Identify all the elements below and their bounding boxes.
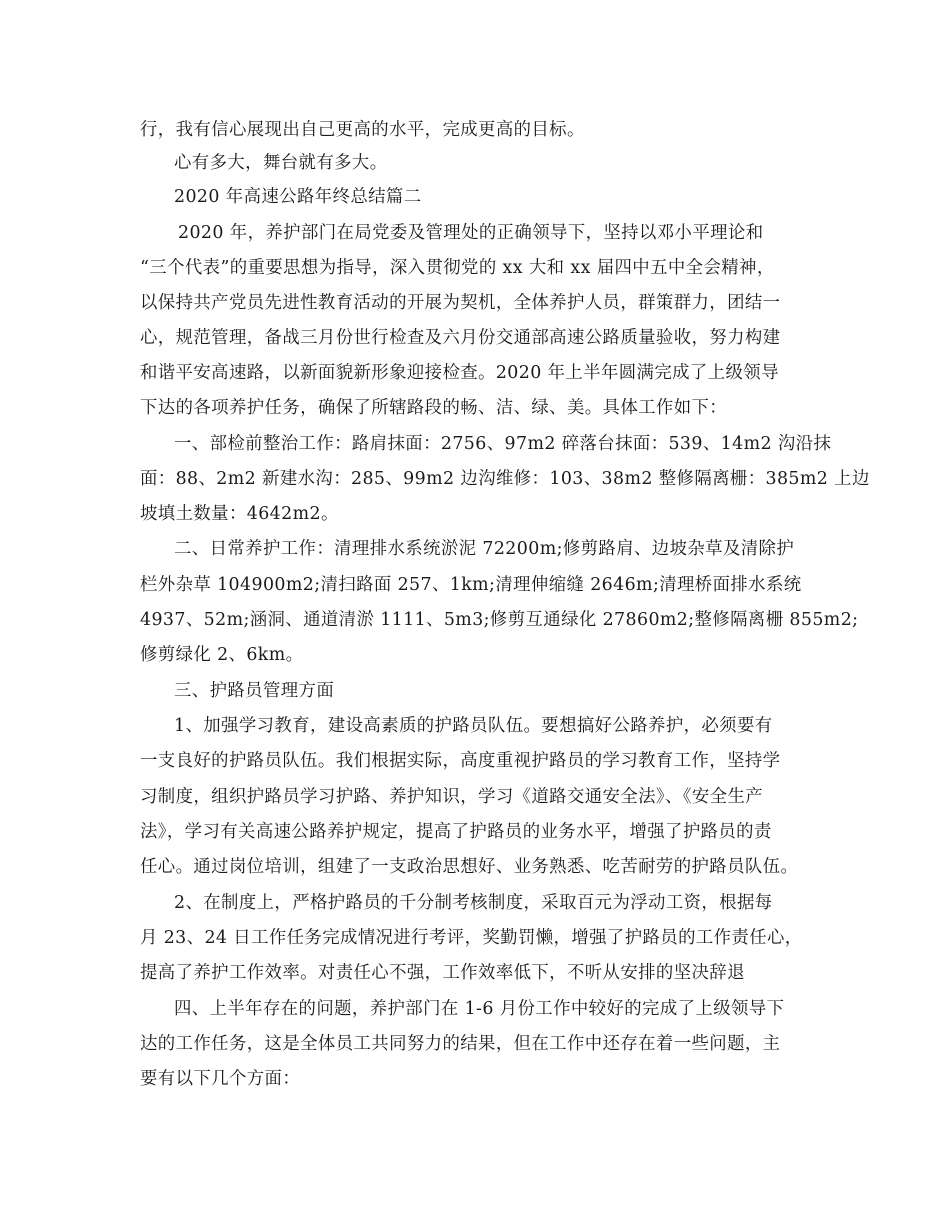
text-line: 月 23、24 日工作任务完成情况进行考评，奖勤罚懒，增强了护路员的工作责任心，: [140, 928, 803, 948]
text-line: 要有以下几个方面：: [140, 1069, 301, 1089]
text-line: 栏外杂草 104900m2;清扫路面 257、1km;清理伸缩缝 2646m;清理桥面排水系统: [140, 575, 802, 595]
section-heading: 三、护路员管理方面: [174, 681, 335, 701]
text-line: 和谐平安高速路，以新面貌新形象迎接检查。2020 年上半年圆满完成了上级领导: [140, 363, 779, 383]
text-line: 提高了养护工作效率。对责任心不强，工作效率低下，不听从安排的坚决辞退: [140, 963, 745, 983]
text-line: 行，我有信心展现出自己更高的水平，完成更高的目标。: [140, 120, 585, 140]
text-line: 二、日常养护工作：清理排水系统淤泥 72200m;修剪路肩、边坡杂草及清除护: [174, 539, 795, 559]
text-line: 法》，学习有关高速公路养护规定，提高了护路员的业务水平，增强了护路员的责: [140, 822, 772, 842]
text-line: 1、加强学习教育，建设高素质的护路员队伍。要想搞好公路养护，必须要有: [174, 716, 773, 736]
text-line: 修剪绿化 2、6km。: [140, 645, 304, 665]
text-line: 坡填土数量：4642m2。: [140, 504, 339, 524]
text-line: 一、部检前整治工作：路肩抹面：2756、97m2 碎落台抹面：539、14m2 沟沿抹: [174, 434, 832, 454]
section-heading: 2020 年高速公路年终总结篇二: [174, 187, 422, 207]
text-line: 习制度，组织护路员学习护路、养护知识，学习《道路交通安全法》、《安全生产: [140, 787, 764, 807]
text-line: 心有多大，舞台就有多大。: [174, 153, 388, 173]
text-line: “三个代表”的重要思想为指导，深入贯彻党的 xx 大和 xx 届四中五中全会精神，: [140, 258, 775, 278]
text-line: 2020 年，养护部门在局党委及管理处的正确领导下，坚持以邓小平理论和: [178, 223, 764, 243]
text-line: 任心。通过岗位培训，组建了一支政治思想好、业务熟悉、吃苦耐劳的护路员队伍。: [140, 857, 799, 877]
text-line: 四、上半年存在的问题，养护部门在 1-6 月份工作中较好的完成了上级领导下: [174, 999, 785, 1019]
text-line: 4937、52m;涵洞、通道清淤 1111、5m3;修剪互通绿化 27860m2;整修隔离栅 855m2;: [140, 610, 859, 630]
text-line: 以保持共产党员先进性教育活动的开展为契机，全体养护人员，群策群力，团结一: [140, 293, 781, 313]
text-line: 2、在制度上，严格护路员的千分制考核制度，采取百元为浮动工资，根据每: [174, 893, 773, 913]
text-line: 达的工作任务，这是全体员工共同努力的结果，但在工作中还存在着一些问题，主: [140, 1034, 781, 1054]
text-line: 面：88、2m2 新建水沟：285、99m2 边沟维修：103、38m2 整修隔离栅：385m2 上边: [140, 469, 870, 489]
text-line: 一支良好的护路员队伍。我们根据实际，高度重视护路员的学习教育工作，坚持学: [140, 751, 781, 771]
text-line: 心，规范管理，备战三月份世行检查及六月份交通部高速公路质量验收，努力构建: [140, 328, 781, 348]
text-line: 下达的各项养护任务，确保了所辖路段的畅、洁、绿、美。具体工作如下：: [140, 398, 728, 418]
